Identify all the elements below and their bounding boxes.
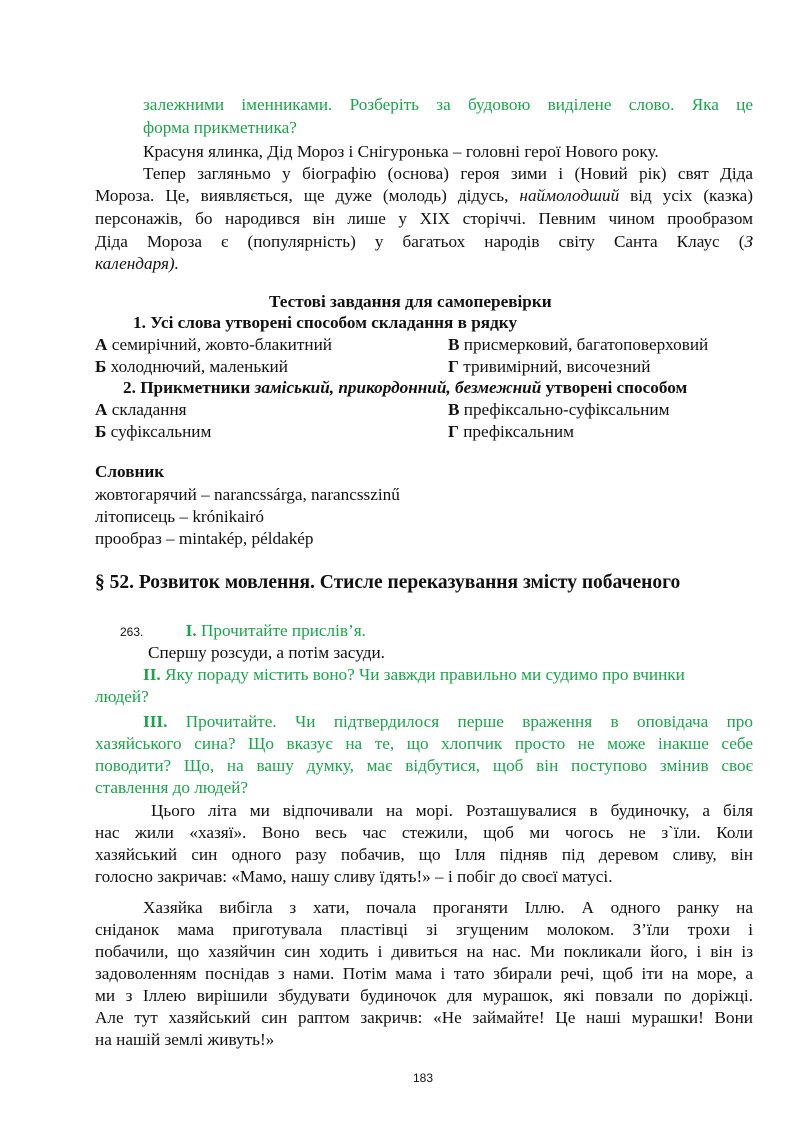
exercise-part-3-line: хазяйського сина? Що вказує на те, що хлопчик просто не може інакше себе: [95, 734, 753, 753]
exercise-263: [120, 620, 366, 643]
answer-option-a: А складання: [95, 400, 187, 419]
story-line: на нашій землі живуть!»: [95, 1030, 275, 1049]
exercise-text-line: Мороза. Це, виявляється, ще дуже (молодь) дідусь, наймолодший від усіх (казка): [95, 186, 753, 205]
page-number: 183: [413, 1071, 434, 1085]
story-line: голосно закричав: «Мамо, нашу сливу їдять!» – і побіг до своєї матусі.: [95, 867, 613, 886]
story-line: побачили, що хазяйчин син ходить і дивиться на нас. Ми покликали його, і він із: [95, 942, 753, 961]
dictionary-entry: прообраз – mintakép, példakép: [95, 529, 314, 548]
dictionary-entry: жовтогарячий – narancssárga, narancsszinű: [95, 485, 400, 504]
exercise-part-3: III. Прочитайте. Чи підтвердилося перше враження в оповідача про: [143, 712, 753, 731]
story-line: нас жили «хазяї». Воно весь час стежили, щоб ми чогось не з`їли. Коли: [95, 823, 753, 842]
answer-option-a: А семирічний, жовто-блакитний: [95, 335, 332, 354]
answer-option-h: Г тривимірний, височезний: [448, 357, 651, 376]
answer-option-v: В присмерковий, багатоповерховий: [448, 335, 709, 354]
exercise-text-line: Тепер загляньмо у біографію (основа) героя зими і (Новий рік) свят Діда: [143, 164, 753, 183]
task-text-line: залежними іменниками. Розберіть за будовою виділене слово. Яка це: [143, 95, 753, 114]
exercise-text-line: персонажів, бо народився він лише у ХІХ сторіччі. Певним чином прообразом: [95, 209, 753, 228]
exercise-text-line: Діда Мороза є (популярність) у багатьох народів світу Санта Клаус (З: [95, 232, 753, 251]
exercise-part-2-line: людей?: [95, 687, 149, 706]
story-line: ми з Іллею вирішили збудувати будиночок для мурашок, які повзали по доріжці.: [95, 986, 753, 1005]
answer-option-b: Б суфіксальним: [95, 422, 212, 441]
exercise-part-3-line: поводити? Що, на вашу думку, має відбутися, щоб він поступово змінив своє: [95, 756, 753, 775]
story-line: Але тут хазяйський син раптом закричв: «Не займайте! Це наші мурашки! Вони: [95, 1008, 753, 1027]
answer-option-h: Г префіксальним: [448, 422, 575, 441]
dictionary-title: Словник: [95, 462, 165, 481]
example-sentence: Красуня ялинка, Дід Мороз і Снігуронька – головні герої Нового року.: [143, 142, 659, 161]
proverb: Спершу розсуди, а потім засуди.: [148, 643, 385, 662]
task-text-line: форма прикметника?: [143, 118, 297, 137]
test-question-2: 2. Прикметники заміський, прикордонний, безмежний утворені способом: [123, 378, 688, 397]
test-title: Тестові завдання для самоперевірки: [269, 292, 552, 311]
exercise-part-3-line: ставлення до людей?: [95, 778, 249, 797]
exercise-text-line: календаря).: [95, 254, 179, 273]
story-line: Цього літа ми відпочивали на морі. Розташувалися в будиночку, а біля: [151, 801, 753, 820]
story-line: сніданок мама приготувала пластівці зі згущеним молоком. З’їли трохи і: [95, 920, 753, 939]
test-question-1: 1. Усі слова утворені способом складання в рядку: [133, 313, 518, 332]
answer-option-b: Б холоднючий, маленький: [95, 357, 288, 376]
story-line: задоволенням поснідав з нами. Потім мама і тато збирали речі, щоб іти на море, а: [95, 964, 753, 983]
exercise-number: 263.: [120, 625, 144, 639]
answer-option-v: В префіксально-суфіксальним: [448, 400, 670, 419]
exercise-part-2: II. Яку пораду містить воно? Чи завжди правильно ми судимо про вчинки: [143, 665, 685, 684]
dictionary-entry: літописець – krónikairó: [95, 507, 264, 526]
section-title: § 52. Розвиток мовлення. Стисле переказування змісту побаченого: [95, 572, 681, 593]
story-line: хазяйський син одного разу побачив, що Ілля підняв під деревом сливу, він: [95, 845, 753, 864]
exercise-part-1: I. Прочитайте прислів’я.: [185, 621, 366, 640]
story-line: Хазяйка вибігла з хати, почала проганяти Іллю. А одного ранку на: [143, 898, 753, 917]
